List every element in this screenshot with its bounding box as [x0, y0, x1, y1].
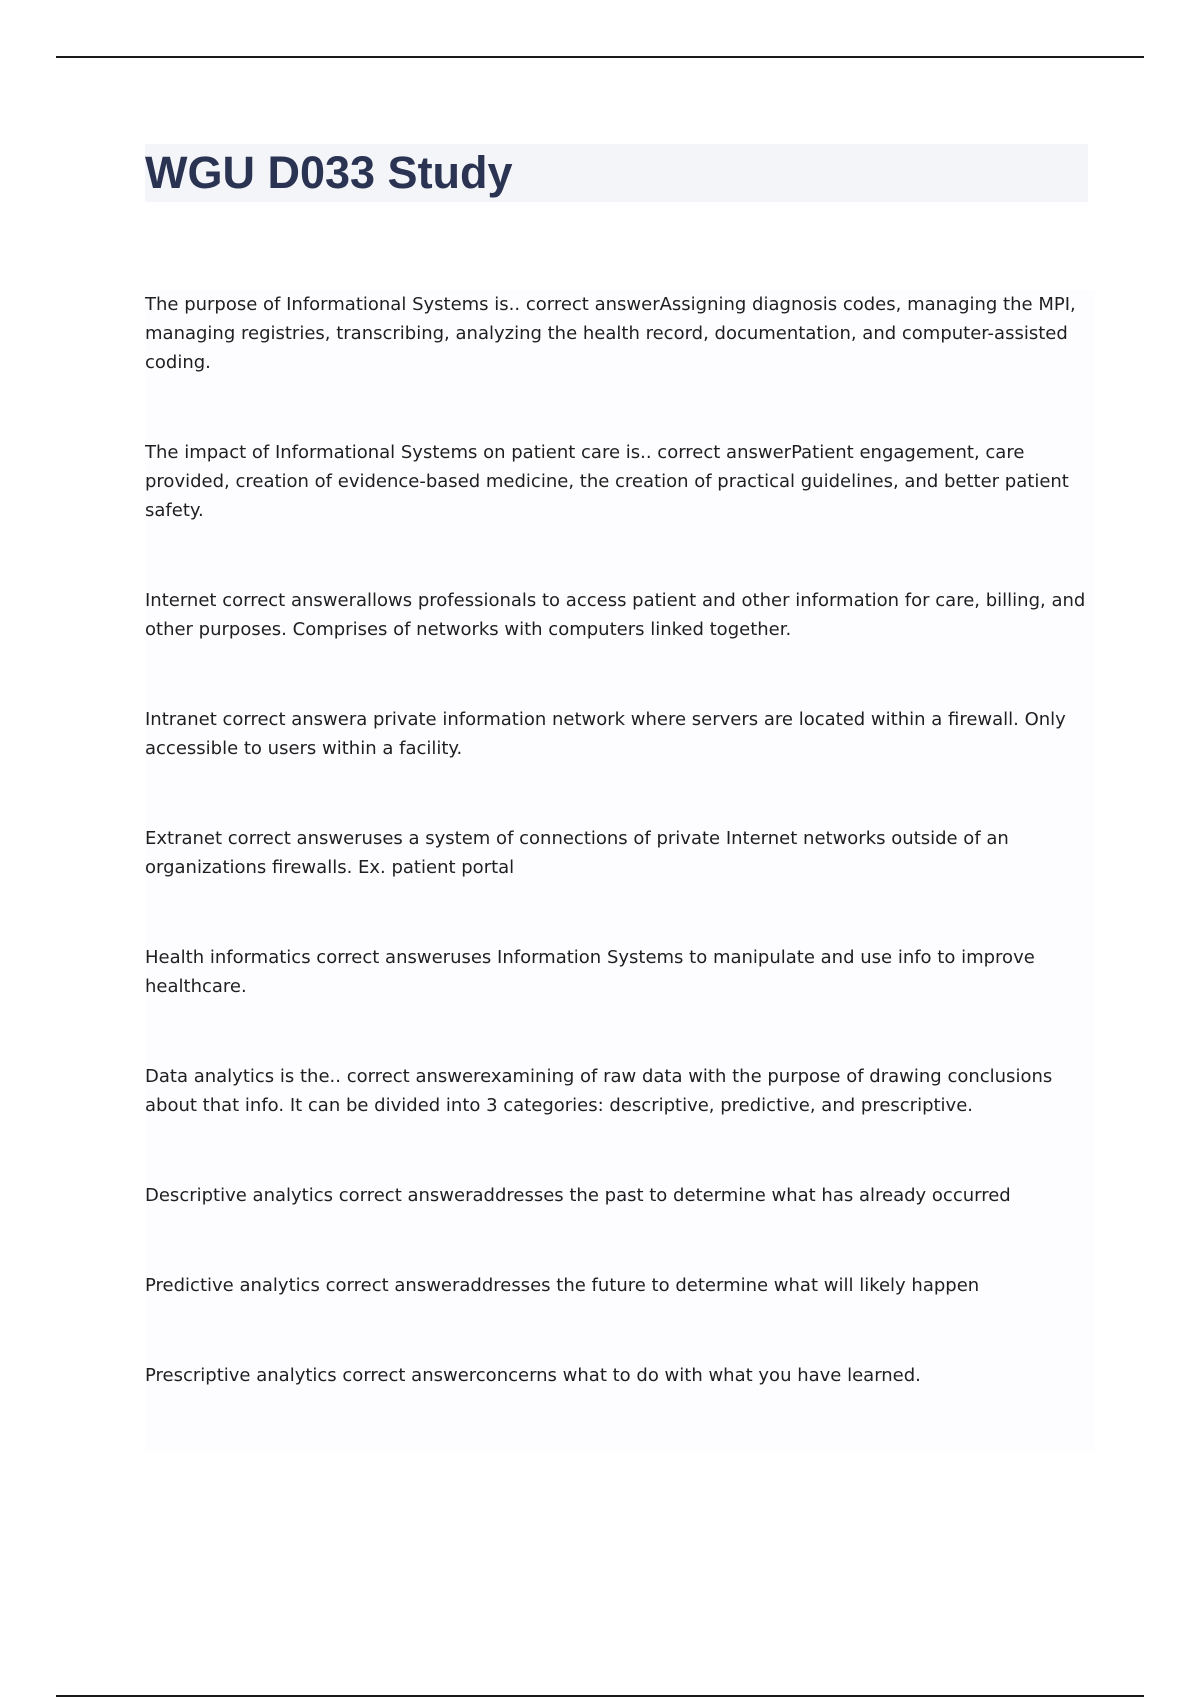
- entry-term: Intranet: [145, 709, 217, 730]
- entry-term: Extranet: [145, 828, 223, 849]
- entry-answer: uses Information Systems to manipulate and use info to improve healthcare.: [145, 947, 1035, 997]
- entry-separator: correct answer: [310, 947, 451, 968]
- entry-term: The purpose of Informational Systems is..: [145, 294, 521, 315]
- entry-answer: addresses the future to determine what will likely happen: [459, 1275, 980, 1296]
- list-item: [145, 1181, 1095, 1210]
- list-item: [145, 438, 1095, 525]
- top-rule: [56, 56, 1144, 58]
- entry-term: Prescriptive analytics: [145, 1365, 337, 1386]
- entry-separator: correct answer: [222, 828, 362, 849]
- entry-answer: uses a system of connections of private Internet networks outside of an organizations firewalls. Ex. patient portal: [145, 828, 1009, 878]
- entry-separator: correct answer: [216, 590, 356, 611]
- entry-separator: correct answer: [333, 1185, 473, 1206]
- list-item: [145, 824, 1095, 882]
- entry-term: Data analytics is the..: [145, 1066, 341, 1087]
- list-item: [145, 586, 1095, 644]
- entry-list: [145, 290, 1095, 1451]
- list-item: [145, 943, 1095, 1001]
- list-item: [145, 1062, 1095, 1120]
- list-item: [145, 290, 1095, 377]
- entry-separator: correct answer: [340, 1066, 481, 1087]
- entry-term: Descriptive analytics: [145, 1185, 333, 1206]
- entry-answer: a private information network where servers are located within a firewall. Only accessible to users within a facility.: [145, 709, 1066, 759]
- entry-separator: correct answer: [216, 709, 357, 730]
- entry-answer: concerns what to do with what you have learned.: [475, 1365, 921, 1386]
- entry-answer: Assigning diagnosis codes, managing the MPI, managing registries, transcribing, analyzing the health record, documentation, and computer-assisted coding.: [145, 294, 1076, 373]
- entry-separator: correct answer: [336, 1365, 476, 1386]
- entry-separator: correct answer: [319, 1275, 460, 1296]
- entry-answer: Patient engagement, care provided, creation of evidence-based medicine, the creation of practical guidelines, and better patient safety.: [145, 442, 1069, 521]
- entry-separator: correct answer: [520, 294, 660, 315]
- list-item: [145, 1361, 1095, 1390]
- list-item: [145, 1271, 1095, 1300]
- entry-answer: allows professionals to access patient and other information for care, billing, and other purposes. Comprises of networks with computers linked together.: [145, 590, 1086, 640]
- entry-answer: examining of raw data with the purpose of drawing conclusions about that info. It can be divided into 3 categories: descriptive, predictive, and prescriptive.: [145, 1066, 1053, 1116]
- entry-separator: correct answer: [651, 442, 792, 463]
- bottom-rule: [56, 1695, 1144, 1697]
- entry-answer: addresses the past to determine what has already occurred: [472, 1185, 1011, 1206]
- entry-term: Health informatics: [145, 947, 311, 968]
- list-item: [145, 705, 1095, 763]
- entry-term: Internet: [145, 590, 217, 611]
- entry-term: The impact of Informational Systems on patient care is..: [145, 442, 652, 463]
- entry-term: Predictive analytics: [145, 1275, 320, 1296]
- page-title: WGU D033 Study: [145, 147, 513, 198]
